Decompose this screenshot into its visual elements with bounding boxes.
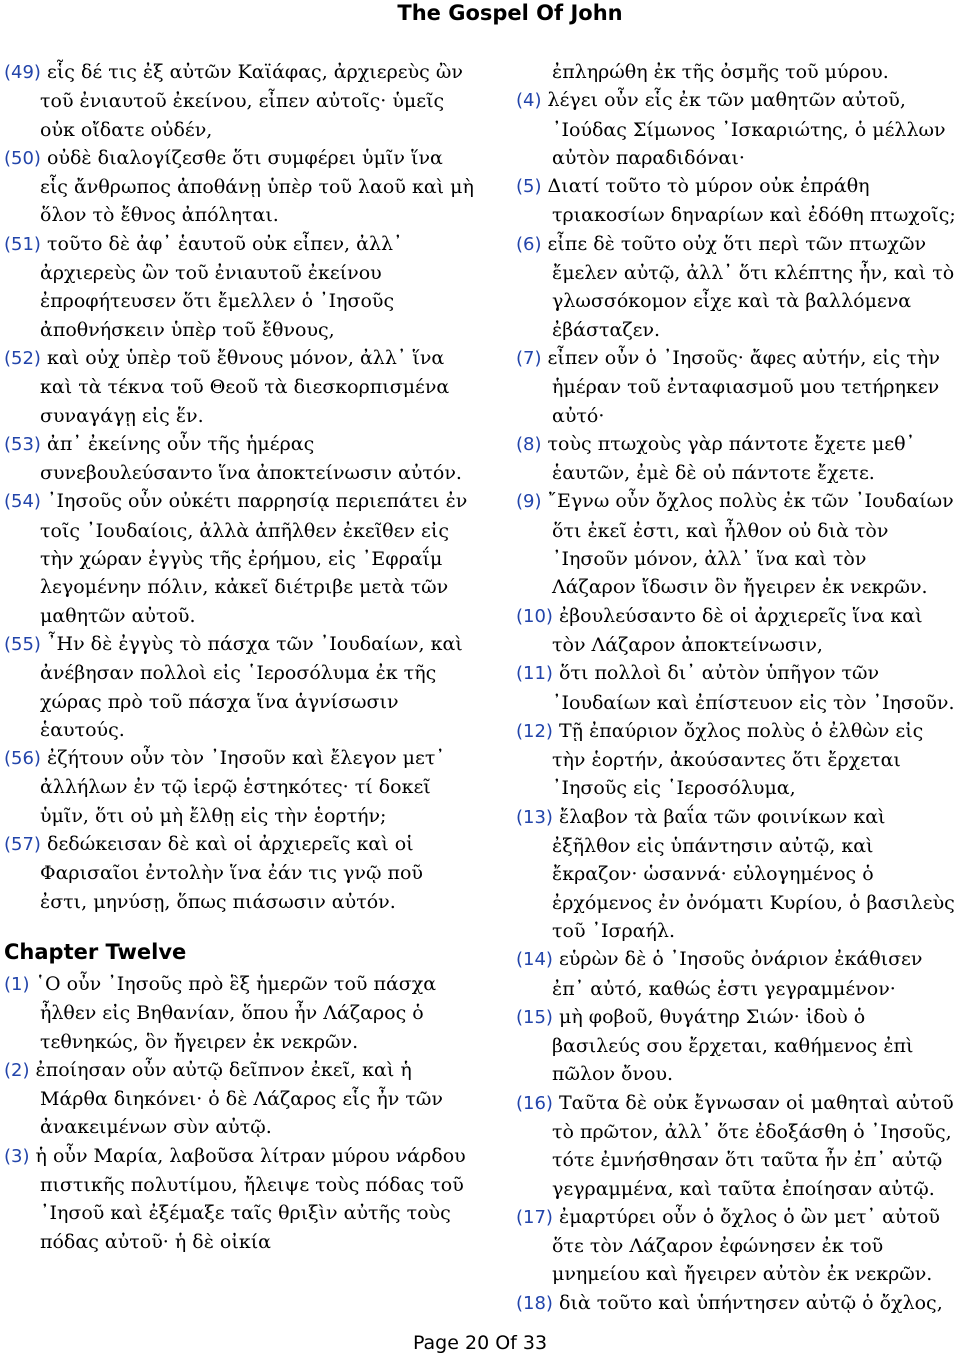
verse-text: ἡ οὖν Μαρία, λαβοῦσα λίτραν μύρου νάρδου πιστικῆς πολυτίμου, ἤλειψε τοὺς πόδας τοῦ ᾿Ιησοῦ καὶ ἐξέμαξε ταῖς θριξὶν αὐτῆς τοὺς πόδας αὐτοῦ· ἡ δὲ οἰκία [35, 1144, 466, 1253]
verses-after-list [4, 970, 474, 1256]
verse [4, 230, 474, 344]
verse [516, 230, 956, 344]
verse-number: (2) [4, 1059, 30, 1081]
page-number: Page 20 Of 33 [412, 1332, 548, 1354]
verse-number: (11) [516, 663, 553, 685]
verse-number: (10) [516, 605, 553, 627]
verse-number: (6) [516, 233, 542, 255]
verse [4, 58, 474, 144]
verse-number: (15) [516, 1006, 553, 1028]
verse [4, 830, 474, 916]
right-verses-list [516, 86, 956, 1318]
verse-text: ἐποίησαν οὖν αὐτῷ δεῖπνον ἐκεῖ, καὶ ἡ Μάρθα διηκόνει· ὁ δὲ Λάζαρος εἷς ἦν τῶν ἀνακειμένων σὺν αὐτῷ. [35, 1058, 443, 1139]
verse-text: ἀπ᾽ ἐκείνης οὖν τῆς ἡμέρας συνεβουλεύσαντο ἵνα ἀποκτείνωσιν αὐτόν. [40, 432, 462, 485]
verse-text: Διατί τοῦτο τὸ μύρον οὐκ ἐπράθη τριακοσίων δηναρίων καὶ ἐδόθη πτωχοῖς; [547, 175, 956, 227]
verse-number: (9) [516, 491, 542, 513]
verse-number: (17) [516, 1206, 553, 1228]
verse [516, 1203, 956, 1289]
verse [4, 970, 474, 1056]
verse [4, 144, 474, 230]
verse [4, 1142, 474, 1256]
verse-continuation: ἐπληρώθη ἐκ τῆς ὀσμῆς τοῦ μύρου. [552, 61, 889, 83]
verse-text: ῏Ην δὲ ἐγγὺς τὸ πάσχα τῶν ᾿Ιουδαίων, καὶ ἀνέβησαν πολλοὶ εἰς ῾Ιεροσόλυμα ἐκ τῆς χώρας πρὸ τοῦ πάσχα ἵνα ἁγνίσωσιν ἑαυτούς. [40, 632, 463, 741]
verse [516, 659, 956, 717]
verse-text: ἔλαβον τὰ βαΐα τῶν φοινίκων καὶ ἐξῆλθον εἰς ὑπάντησιν αὐτῷ, καὶ ἔκραζον· ὡσαννά· εὐλογημένος ὁ ἐρχόμενος ἐν ὀνόματι Κυρίου, ὁ βασιλεὺς τοῦ ᾿Ισραήλ. [552, 805, 955, 942]
verse-text: λέγει οὖν εἷς ἐκ τῶν μαθητῶν αὐτοῦ, ᾿Ιούδας Σίμωνος ᾿Ισκαριώτης, ὁ μέλλων αὐτὸν παραδιδόναι· [547, 89, 946, 169]
verse-number: (12) [516, 720, 553, 742]
verse-number: (56) [4, 748, 41, 770]
verse-text: δεδώκεισαν δὲ καὶ οἱ ἀρχιερεῖς καὶ οἱ Φαρισαῖοι ἐντολὴν ἵνα ἐάν τις γνῷ ποῦ ἐστι, μηνύσῃ, ὅπως πιάσωσιν αὐτόν. [40, 833, 423, 913]
verse-number: (16) [516, 1092, 553, 1114]
verse-text: οὐδὲ διαλογίζεσθε ὅτι συμφέρει ὑμῖν ἵνα εἷς ἄνθρωπος ἀποθάνῃ ὑπὲρ τοῦ λαοῦ καὶ μὴ ὅλον τὸ ἔθνος ἀπόληται. [40, 146, 474, 227]
verse-text: Ταῦτα δὲ οὐκ ἔγνωσαν οἱ μαθηταὶ αὐτοῦ τὸ πρῶτον, ἀλλ᾽ ὅτε ἐδοξάσθη ὁ ᾿Ιησοῦς, τότε ἐμνήσθησαν ὅτι ταῦτα ἦν ἐπ᾽ αὐτῷ γεγραμμένα, καὶ ταῦτα ἐποίησαν αὐτῷ. [552, 1091, 954, 1200]
page-header-title: The Gospel Of John [397, 1, 623, 25]
verse-text: εἷς δέ τις ἐξ αὐτῶν Καϊάφας, ἀρχιερεὺς ὢν τοῦ ἐνιαυτοῦ ἐκείνου, εἶπεν αὐτοῖς· ὑμεῖς οὐκ οἴδατε οὐδέν, [40, 61, 463, 141]
verse-number: (3) [4, 1145, 30, 1167]
verse [516, 717, 956, 803]
verse-text: ἐβουλεύσαντο δὲ οἱ ἀρχιερεῖς ἵνα καὶ τὸν Λάζαρον ἀποκτείνωσιν, [552, 604, 923, 656]
verse-number: (49) [4, 62, 41, 83]
right-column [516, 58, 956, 1318]
verse-text: ὅτι πολλοὶ δι᾽ αὐτὸν ὑπῆγον τῶν ᾿Ιουδαίων καὶ ἐπίστευον εἰς τὸν ᾿Ιησοῦν. [552, 662, 955, 714]
verse [516, 1089, 956, 1203]
verse-number: (1) [4, 973, 30, 995]
verse [516, 487, 956, 601]
verse-number: (53) [4, 433, 41, 455]
verse [4, 430, 474, 488]
verse [516, 172, 956, 230]
verse [516, 86, 956, 172]
verse-text: εἶπεν οὖν ὁ ᾿Ιησοῦς· ἄφες αὐτήν, εἰς τὴν ἡμέραν τοῦ ἐνταφιασμοῦ μου τετήρηκεν αὐτό· [547, 346, 940, 427]
verse-number: (52) [4, 347, 41, 369]
verse [516, 1289, 956, 1318]
verse [516, 430, 956, 488]
verse-number: (4) [516, 90, 542, 112]
verse [516, 945, 956, 1003]
verse [4, 344, 474, 430]
verse-text: εἶπε δὲ τοῦτο οὐχ ὅτι περὶ τῶν πτωχῶν ἔμελεν αὐτῷ, ἀλλ᾽ ὅτι κλέπτης ἦν, καὶ τὸ γλωσσόκομον εἶχε καὶ τὰ βαλλόμενα ἐβάσταζεν. [547, 232, 955, 341]
verse-text: μὴ φοβοῦ, θυγάτηρ Σιών· ἰδοὺ ὁ βασιλεύς σου ἔρχεται, καθήμενος ἐπὶ πῶλον ὄνου. [552, 1005, 914, 1086]
left-column [4, 58, 474, 1256]
verse-text: ῎Εγνω οὖν ὄχλος πολὺς ἐκ τῶν ᾿Ιουδαίων ὅτι ἐκεῖ ἐστι, καὶ ἦλθον οὐ διὰ τὸν ᾿Ιησοῦν μόνον, ἀλλ᾽ ἵνα καὶ τὸν Λάζαρον ἴδωσιν ὃν ἤγειρεν ἐκ νεκρῶν. [547, 490, 954, 599]
verse-number: (8) [516, 433, 542, 455]
verse-text: τοὺς πτωχοὺς γὰρ πάντοτε ἔχετε μεθ᾽ ἑαυτῶν, ἐμὲ δὲ οὐ πάντοτε ἔχετε. [547, 432, 916, 485]
verse-text: καὶ οὐχ ὑπὲρ τοῦ ἔθνους μόνον, ἀλλ᾽ ἵνα καὶ τὰ τέκνα τοῦ Θεοῦ τὰ διεσκορπισμένα συναγάγῃ εἰς ἕν. [40, 346, 450, 427]
verse-text: Τῇ ἐπαύριον ὄχλος πολὺς ὁ ἐλθὼν εἰς τὴν ἑορτήν, ἀκούσαντες ὅτι ἔρχεται ᾿Ιησοῦς εἰς ῾Ιεροσόλυμα, [552, 719, 924, 800]
verse-number: (14) [516, 949, 553, 971]
verse-number: (50) [4, 147, 41, 169]
verse [4, 487, 474, 629]
verse [4, 744, 474, 830]
verse-text: εὑρὼν δὲ ὁ ᾿Ιησοῦς ὀνάριον ἐκάθισεν ἐπ᾽ αὐτό, καθώς ἐστι γεγραμμένον· [552, 948, 923, 1000]
chapter-heading: Chapter Twelve [4, 939, 187, 964]
verse-number: (13) [516, 806, 553, 828]
verse [516, 803, 956, 945]
verse-number: (57) [4, 834, 41, 856]
verse-number: (55) [4, 633, 41, 655]
verse-number: (51) [4, 233, 41, 255]
verse [516, 602, 956, 660]
verse-text: ἐμαρτύρει οὖν ὁ ὄχλος ὁ ὢν μετ᾽ αὐτοῦ ὅτε τὸν Λάζαρον ἐφώνησεν ἐκ τοῦ μνημείου καὶ ἤγειρεν αὐτὸν ἐκ νεκρῶν. [552, 1205, 940, 1286]
verse [516, 1003, 956, 1089]
verses-before-list [4, 58, 474, 916]
verse-number: (7) [516, 347, 542, 369]
verse-number: (54) [4, 491, 41, 513]
verse [4, 630, 474, 744]
verse-number: (5) [516, 176, 542, 198]
verse [516, 344, 956, 430]
verse-text: διὰ τοῦτο καὶ ὑπήντησεν αὐτῷ ὁ ὄχλος, [559, 1291, 943, 1314]
verse-number: (18) [516, 1292, 553, 1314]
verse-text: ᾿Ιησοῦς οὖν οὐκέτι παρρησίᾳ περιεπάτει ἐν τοῖς ᾿Ιουδαίοις, ἀλλὰ ἀπῆλθεν ἐκεῖθεν εἰς τὴν χώραν ἐγγὺς τῆς ἐρήμου, εἰς ᾿Εφραΐμ λεγομένην πόλιν, κἀκεῖ διέτριβε μετὰ τῶν μαθητῶν αὐτοῦ. [40, 490, 468, 627]
verse [4, 1056, 474, 1142]
verse-text: ῾Ο οὖν ᾿Ιησοῦς πρὸ ἓξ ἡμερῶν τοῦ πάσχα ἦλθεν εἰς Βηθανίαν, ὅπου ἦν Λάζαρος ὁ τεθνηκώς, ὃν ἤγειρεν ἐκ νεκρῶν. [35, 972, 437, 1053]
verse-text: ἐζήτουν οὖν τὸν ᾿Ιησοῦν καὶ ἔλεγον μετ᾽ ἀλλήλων ἐν τῷ ἱερῷ ἑστηκότες· τί δοκεῖ ὑμῖν, ὅτι οὐ μὴ ἔλθῃ εἰς τὴν ἑορτήν; [40, 747, 445, 827]
verse-text: τοῦτο δὲ ἀφ᾽ ἑαυτοῦ οὐκ εἶπεν, ἀλλ᾽ ἀρχιερεὺς ὢν τοῦ ἐνιαυτοῦ ἐκείνου ἐπροφήτευσεν ὅτι ἔμελλεν ὁ ᾿Ιησοῦς ἀποθνήσκειν ὑπὲρ τοῦ ἔθνους, [40, 232, 403, 341]
